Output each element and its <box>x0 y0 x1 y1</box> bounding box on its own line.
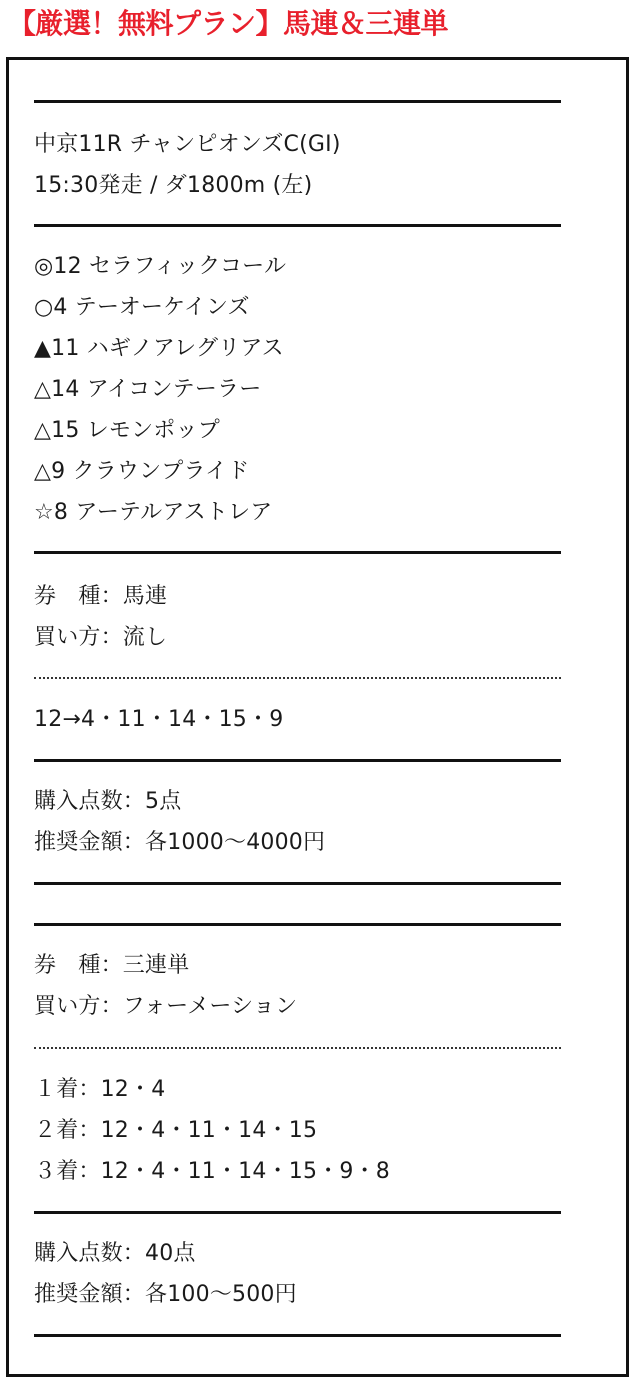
bet1-method: 買い方：流し <box>34 625 168 650</box>
bet2-first: １着：12・4 <box>34 1077 166 1102</box>
separator-rule <box>34 923 561 926</box>
pick-hoshi: ☆8 アーテルアストレア <box>34 500 273 525</box>
separator-rule <box>34 1211 561 1214</box>
dotted-separator <box>34 677 561 679</box>
bet2-second: ２着：12・4・11・14・15 <box>34 1118 318 1143</box>
pick-renka-3: △9 クラウンプライド <box>34 459 250 484</box>
bet1-combo: 12→4・11・14・15・9 <box>34 707 284 732</box>
bet1-type: 券 種：馬連 <box>34 584 168 609</box>
bet2-type: 券 種：三連単 <box>34 953 190 978</box>
race-info: 15:30発走 / ダ1800m (左) <box>34 173 313 198</box>
prediction-box <box>6 57 629 1377</box>
separator-rule <box>34 551 561 554</box>
separator-rule <box>34 882 561 885</box>
page-title: 【厳選！無料プラン】馬連＆三連単 <box>8 7 449 40</box>
bet1-amount: 推奨金額：各1000〜4000円 <box>34 830 326 855</box>
bet1-points: 購入点数：5点 <box>34 789 182 814</box>
bet2-method: 買い方：フォーメーション <box>34 994 298 1019</box>
pick-honmei: ◎12 セラフィックコール <box>34 254 287 279</box>
dotted-separator <box>34 1047 561 1049</box>
separator-rule <box>34 1334 561 1337</box>
bet2-amount: 推奨金額：各100〜500円 <box>34 1282 297 1307</box>
race-name: 中京11R チャンピオンズC(GI) <box>34 132 341 157</box>
separator-rule <box>34 100 561 103</box>
separator-rule <box>34 759 561 762</box>
bet2-third: ３着：12・4・11・14・15・9・8 <box>34 1159 390 1184</box>
pick-renka-1: △14 アイコンテーラー <box>34 377 262 402</box>
pick-tanana: ▲11 ハギノアレグリアス <box>34 336 284 361</box>
pick-taikou: ○4 テーオーケインズ <box>34 295 250 320</box>
pick-renka-2: △15 レモンポップ <box>34 418 220 443</box>
bet2-points: 購入点数：40点 <box>34 1241 196 1266</box>
separator-rule <box>34 224 561 227</box>
